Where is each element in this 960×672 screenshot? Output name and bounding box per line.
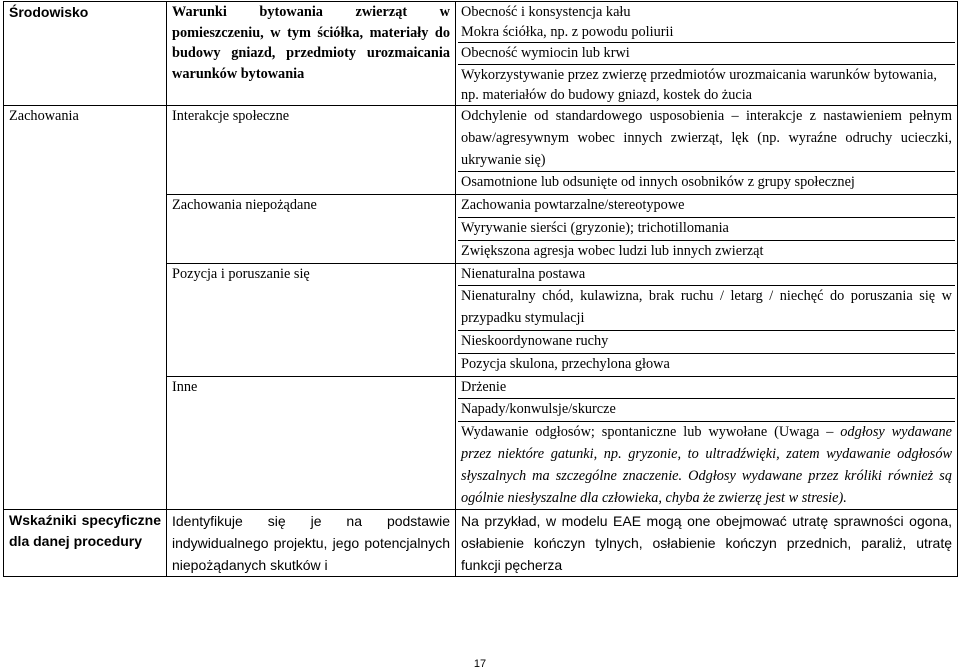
vocal-item-plain: Wydawanie odgłosów; spontaniczne lub wywołane (Uwaga – — [461, 424, 841, 441]
list-item: Nieskoordynowane ruchy — [458, 331, 955, 354]
indicators-cell — [456, 263, 958, 376]
table-row-social-interactions — [4, 106, 958, 195]
category-cell — [4, 2, 167, 106]
list-item: Zachowania powtarzalne/stereotypowe — [458, 195, 955, 218]
category-environment: Środowisko — [9, 4, 89, 20]
subcategory-housing-conditions: Warunki bytowania zwierząt w pomieszczeniu, w tym ściółka, materiały do budowy gniazd, przedmioty urozmaicania warunków bytowania — [172, 4, 450, 82]
list-item: Drżenie — [458, 377, 955, 400]
subcategory-posture-movement: Pozycja i poruszanie się — [172, 265, 310, 282]
list-item: Na przykład, w modelu EAE mogą one obejmować utratę sprawności ogona, osłabienie kończyn tylnych, osłabienie kończyn przednich, paraliż, utratę funkcji pęcherza — [461, 513, 952, 574]
subcategory-other: Inne — [172, 378, 198, 395]
subcategory-cell — [167, 376, 456, 510]
list-item: Mokra ściółka, np. z powodu poliurii — [458, 22, 955, 43]
subcategory-cell — [167, 263, 456, 376]
subcategory-cell — [167, 195, 456, 263]
list-item: Nienaturalna postawa — [458, 264, 955, 287]
list-item: Osamotnione lub odsunięte od innych osobników z grupy społecznej — [461, 174, 855, 191]
table-row-environment — [4, 2, 958, 106]
list-item: Zwiększona agresja wobec ludzi lub innych zwierząt — [461, 242, 764, 259]
subcategory-cell — [167, 510, 456, 577]
subcategory-social-interactions: Interakcje społeczne — [172, 108, 290, 125]
category-cell — [4, 106, 167, 510]
list-item: Obecność wymiocin lub krwi — [458, 43, 955, 64]
indicators-cell — [456, 106, 958, 195]
list-item: Pozycja skulona, przechylona głowa — [461, 355, 670, 372]
vocal-item-note: odgłosy wydawane przez niektóre gatunki, np. gryzonie, to ultradźwięki, zatem wydawanie odgłosów słyszalnych ma szczególne znaczenie. Odgłosy wydawane przez króliki również są ogólnie niesłyszalne dla człowieka, chyba że zwierzę jest w stresie). — [461, 424, 952, 506]
indicators-cell — [456, 510, 958, 577]
list-item: Wyrywanie sierści (gryzonie); trichotillomania — [458, 218, 955, 241]
category-procedure-specific: Wskaźniki specyficzne dla danej procedury — [9, 512, 161, 550]
indicators-cell — [456, 195, 958, 263]
table-row-procedure-specific — [4, 510, 958, 577]
list-item-vocalisation — [461, 422, 952, 509]
indicators-cell — [456, 376, 958, 510]
category-cell — [4, 510, 167, 577]
list-item: Wykorzystywanie przez zwierzę przedmiotów urozmaicania warunków bytowania, np. materiałów do budowy gniazd, kostek do żucia — [461, 66, 937, 103]
subcategory-undesired-behaviour: Zachowania niepożądane — [172, 197, 317, 214]
list-item: Obecność i konsystencja kału — [461, 4, 631, 20]
subcategory-procedure-specific: Identyfikuje się je na podstawie indywidualnego projektu, jego potencjalnych niepożądanych skutków i — [172, 513, 450, 574]
subcategory-cell — [167, 106, 456, 195]
criteria-table — [3, 1, 958, 577]
subcategory-cell — [167, 2, 456, 106]
category-behaviour: Zachowania — [9, 108, 79, 125]
page-number: 17 — [473, 658, 487, 670]
list-item: Napady/konwulsje/skurcze — [458, 399, 955, 422]
indicators-cell — [456, 2, 958, 106]
list-item: Odchylenie od standardowego usposobienia – interakcje z nastawieniem pełnym obaw/agresywnym wobec innych zwierząt, lęk (np. wyraźne odruchy ucieczki, ukrywanie się) — [458, 106, 955, 172]
list-item: Nienaturalny chód, kulawizna, brak ruchu / letarg / niechęć do poruszania się w przypadku stymulacji — [458, 286, 955, 331]
